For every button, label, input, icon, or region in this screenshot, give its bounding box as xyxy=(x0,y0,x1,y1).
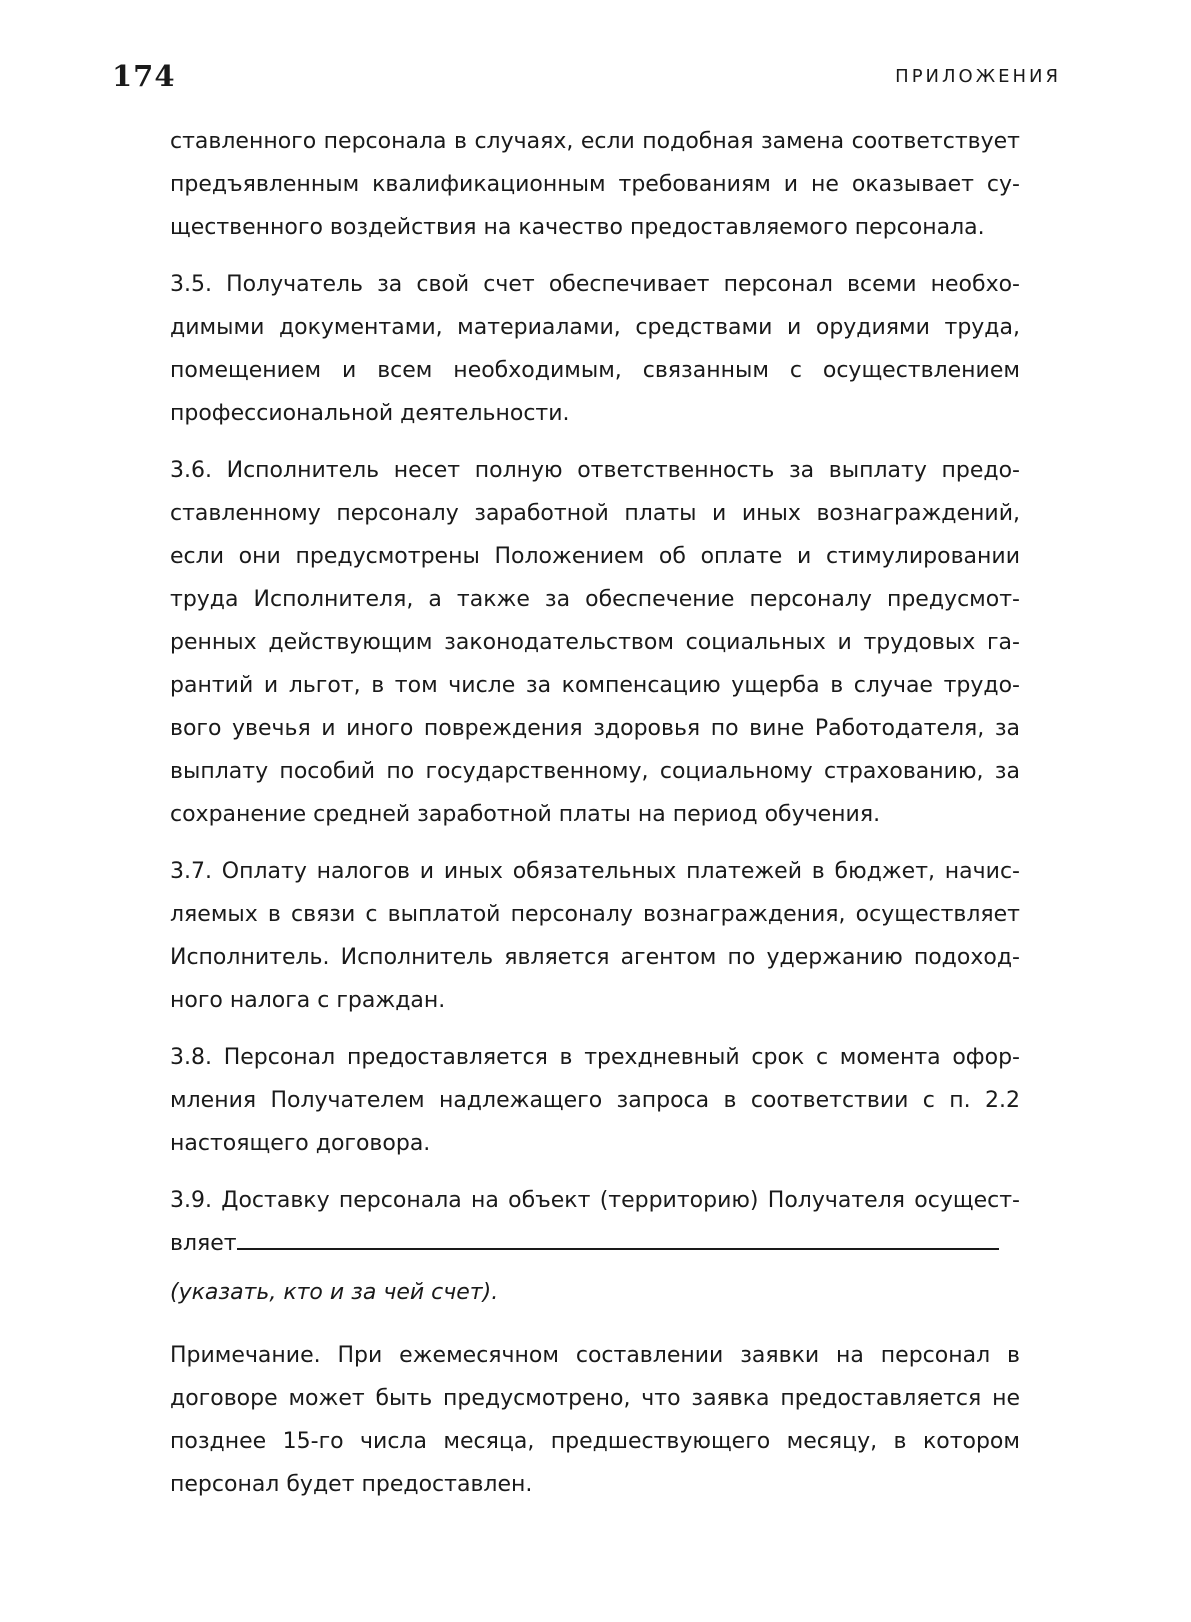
clause-3-6: 3.6. Исполнитель несет полную ответственность за выплату предоставленному персоналу заработной платы и иных вознаграждений, если они предусмотрены Положением об оплате и стимулировании труда Исполнителя, а также за обеспечение персоналу предусмотренных действующим законодательством социальных и трудовых гарантий и льгот, в том числе за компенсацию ущерба в случае трудового увечья и иного повреждения здоровья по вине Работодателя, за выплату пособий по государственному, социальному страхованию, за сохранение средней заработной платы на период обучения. xyxy=(170,458,1020,827)
clause-3-7: 3.7. Оплату налогов и иных обязательных платежей в бюджет, начисляемых в связи с выплатой персоналу вознаграждения, осуществляет Исполнитель. Исполнитель является агентом по удержанию подоходного налога с граждан. xyxy=(170,859,1020,1013)
page-number: 174 xyxy=(112,59,176,93)
paragraph-continuation: ставленного персонала в случаях, если подобная замена соответствует предъявленным квалификационным требованиям и не оказывает существенного воздействия на качество предоставляемого персонала. xyxy=(170,129,1020,240)
clause-3-9 xyxy=(170,1179,1020,1265)
running-head: ПРИЛОЖЕНИЯ xyxy=(895,66,1061,87)
clause-3-8: 3.8. Персонал предоставляется в трехдневный срок с момента оформления Получателем надлежащего запроса в соответствии с п. 2.2 настоящего договора. xyxy=(170,1045,1020,1156)
note-paragraph: Примечание. При ежемесячном составлении заявки на персонал в договоре может быть предусмотрено, что заявка предоставляется не позднее 15-го числа месяца, предшествующего месяцу, в котором персонал будет предоставлен. xyxy=(170,1343,1020,1497)
fill-in-line xyxy=(237,1224,999,1250)
clause-3-5: 3.5. Получатель за свой счет обеспечивает персонал всеми необходимыми документами, материалами, средствами и орудиями труда, помещением и всем необходимым, связанным с осуществлением профессиональной деятельности. xyxy=(170,272,1020,426)
fill-in-hint: (указать, кто и за чей счет). xyxy=(170,1280,499,1305)
clause-3-9-text: 3.9. Доставку персонала на объект (территорию) Получателя осуществляет xyxy=(170,1188,1020,1256)
page-content xyxy=(170,120,1020,1506)
